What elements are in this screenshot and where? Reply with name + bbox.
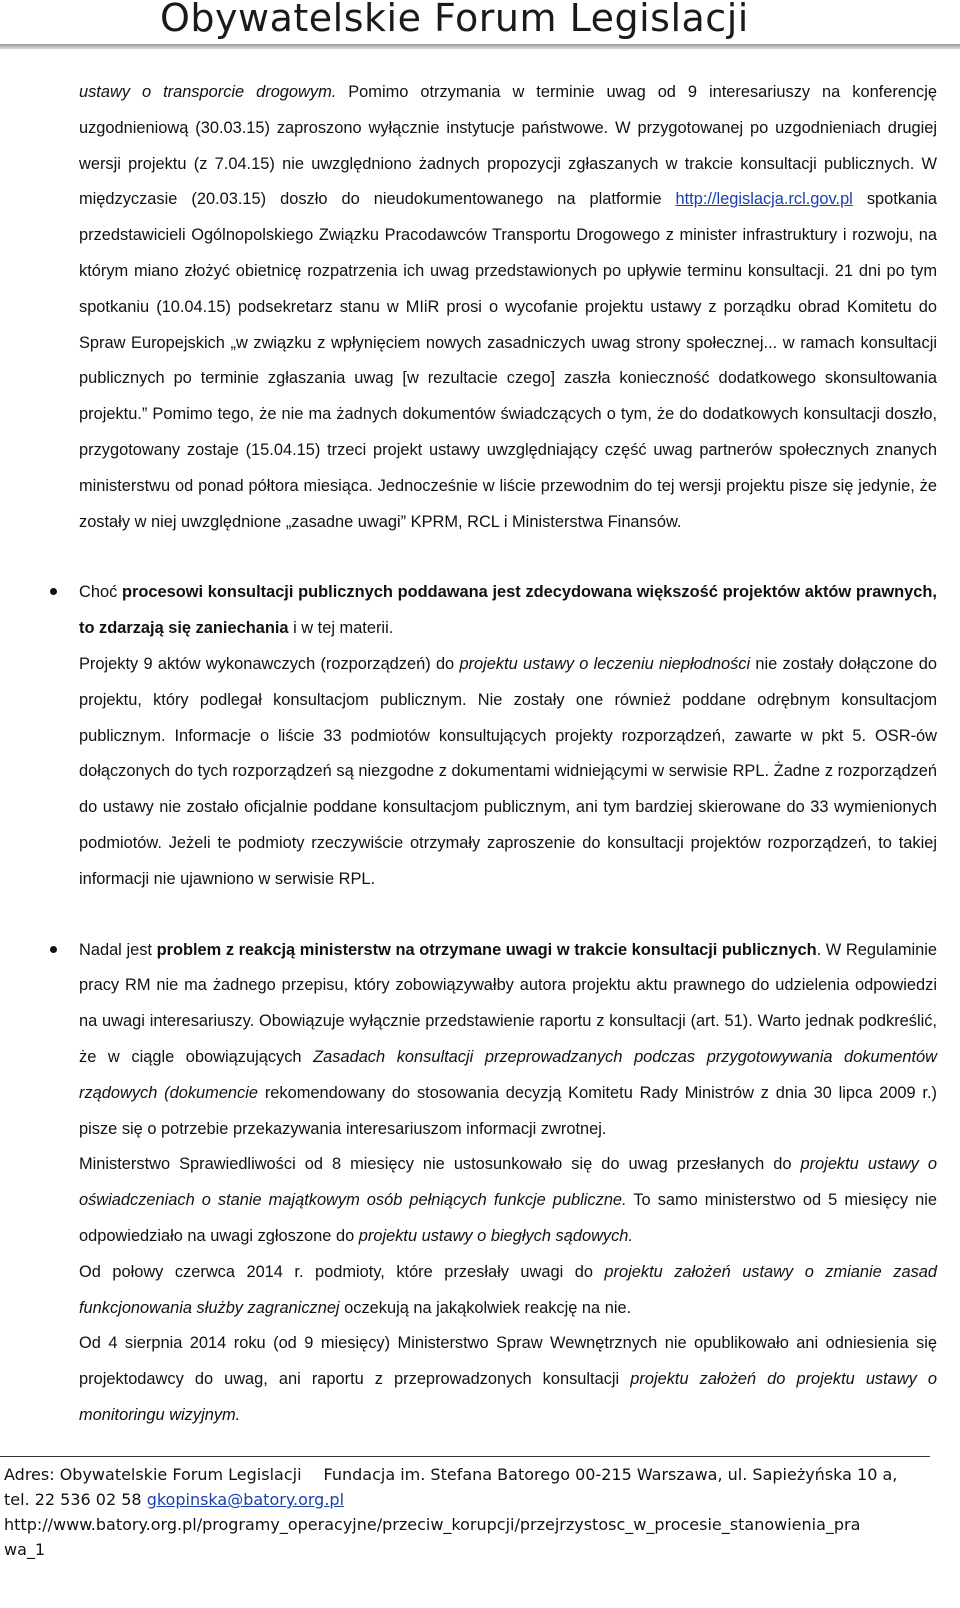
text-fragment: . W Regulaminie pracy RM nie ma żadnego przepisu, który zobowiązywałby autora projektu aktu prawnego do udzielenia odpowiedzi na uwagi interesariuszy. Obowiązuje wyłącznie przedstawienie raportu z konsultacji (art. 51). Warto jednak podkreślić, że w ciągle obowiązujących bbox=[79, 940, 937, 1066]
text-fragment: oczekują na jakąkolwiek reakcję na nie. bbox=[339, 1298, 632, 1317]
italic-fragment: ustawy o transporcie drogowym. bbox=[79, 83, 337, 101]
italic-fragment: projektu ustawy o biegłych sądowych. bbox=[358, 1226, 633, 1245]
paragraph-foreign-service bbox=[79, 1255, 937, 1327]
italic-fragment: projektu założeń do projektu ustawy o monitoringu wizyjnym. bbox=[79, 1370, 938, 1424]
bullet-icon bbox=[50, 588, 57, 595]
paragraph-infertility bbox=[79, 647, 937, 898]
text-fragment: spotkania przedstawicieli Ogólnopolskiego Związku Pracodawców Transportu Drogowego z minister infrastruktury i rozwoju, na którym miano złożyć obietnicę rozpatrzenia ich uwag przedstawionych po upływie terminu konsultacji. 21 dni po tym spotkaniu (10.04.15) podsekretarz stanu w MIiR prosi o wycofanie projektu ustawy z porządku obrad Komitetu do Spraw Europejskich „w związku z wpłynięciem nowych zasadniczych uwag strony społecznej... w ramach konsultacji publicznych po terminie zgłaszania uwag [w rezultacie czego] zaszła konieczność dodatkowego skonsultowania projektu.” Pomimo tego, że nie ma żadnych dokumentów świadczących o tym, że do dodatkowych konsultacji doszło, przygotowany zostaje (15.04.15) trzeci projekt ustawy uwzględniający część uwag partnerów społecznych znanych ministerstwu od ponad półtora miesiąca. Jednocześnie w liście przewodnim do tej wersji projektu pisze się jedynie, że zostały w niej uwzględnione „zasadne uwagi” KPRM, RCL i Ministerstwa Finansów. bbox=[79, 190, 938, 531]
bullet-paragraph bbox=[79, 933, 937, 1148]
italic-fragment: projektu ustawy o oświadczeniach o stanie majątkowym osób pełniących funkcje publiczne. bbox=[79, 1155, 937, 1210]
footer-divider bbox=[0, 1456, 930, 1457]
bullet-item-omissions bbox=[79, 575, 937, 897]
bold-fragment: problem z reakcją ministerstw na otrzymane uwagi w trakcie konsultacji publicznych bbox=[156, 940, 817, 959]
text-fragment: Pomimo otrzymania w terminie uwag od 9 interesariuszy na konferencję uzgodnieniową (30.03.15) zaproszono wyłącznie instytucje państwowe. W przygotowanej po uzgodnieniach drugiej wersji projektu (z 7.04.15) nie uwzględniono żadnych propozycji zgłaszanych w trakcie konsultacji publicznych. W międzyczasie (20.03.15) doszło do nieudokumentowanego na platformie bbox=[79, 83, 937, 209]
text-fragment: Projekty 9 aktów wykonawczych (rozporządzeń) do bbox=[79, 654, 460, 673]
document-body bbox=[79, 75, 937, 1434]
text-fragment: nie zostały dołączone do projektu, który podlegał konsultacjom publicznym. Nie zostały one również poddane odrębnym konsultacjom publicznym. Informacje o liście 33 podmiotów konsultujących projekty rozporządzeń, zawarte w pkt 5. OSR-ów dołączonych do tych rozporządzeń są niezgodne z dokumentami widniejącymi w serwisie RPL. Żadne z rozporządzeń do ustawy nie zostało oficjalnie poddane konsultacjom publicznym, ani tym bardziej skierowane do 33 wymienionych podmiotów. Jeżeli te podmioty rzeczywiście otrzymały zaproszenie do konsultacji projektów rozporządzeń, to takiej informacji nie ujawniono w serwisie RPL. bbox=[79, 654, 938, 888]
text-fragment: Nadal jest bbox=[79, 940, 157, 959]
email-link[interactable]: gkopinska@batory.org.pl bbox=[146, 1490, 345, 1509]
italic-fragment: projektu założeń ustawy o zmianie zasad funkcjonowania służby zagranicznej bbox=[79, 1262, 937, 1317]
footer-url[interactable]: http://www.batory.org.pl/programy_operacyjne/przeciw_korupcji/przejrzystosc_w_procesie_stanowienia_pra bbox=[4, 1515, 861, 1534]
page-footer bbox=[0, 1462, 960, 1562]
address-label: Adres: Obywatelskie Forum Legislacji bbox=[4, 1465, 302, 1484]
text-fragment: i w tej materii. bbox=[288, 619, 394, 638]
paragraph-interior-ministry bbox=[79, 1326, 937, 1433]
italic-fragment: projektu ustawy o leczeniu niepłodności bbox=[459, 654, 751, 673]
bullet-paragraph bbox=[79, 575, 937, 647]
footer-address bbox=[0, 1462, 960, 1487]
address-detail: Fundacja im. Stefana Batorego 00-215 Warszawa, ul. Sapieżyńska 10 a, bbox=[323, 1465, 898, 1484]
header-title: Obywatelskie Forum Legislacji bbox=[160, 0, 749, 40]
phone-number: tel. 22 536 02 58 bbox=[4, 1490, 147, 1509]
bullet-item-ministry-response bbox=[79, 933, 937, 1434]
footer-contact bbox=[0, 1487, 960, 1512]
page-header bbox=[0, 0, 960, 48]
paragraph-justice-ministry bbox=[79, 1147, 937, 1254]
header-divider bbox=[0, 44, 960, 49]
text-fragment: Od 4 sierpnia 2014 roku (od 9 miesięcy) Ministerstwo Spraw Wewnętrznych nie opublikowało ani odniesienia się projektodawcy do uwag, ani raportu z przeprowadzonych konsultacji bbox=[79, 1334, 937, 1389]
text-fragment: rekomendowany do stosowania decyzją Komitetu Rady Ministrów z dnia 30 lipca 2009 r.) pisze się o potrzebie przekazywania interesariuszom informacji zwrotnej. bbox=[79, 1083, 937, 1138]
italic-fragment: Zasadach konsultacji przeprowadzanych podczas przygotowywania dokumentów rządowych (dokumencie bbox=[79, 1047, 937, 1102]
text-fragment: Ministerstwo Sprawiedliwości od 8 miesięcy nie ustosunkowało się do uwag przesłanych do bbox=[79, 1155, 801, 1174]
bullet-icon bbox=[50, 946, 57, 953]
paragraph-transport bbox=[79, 75, 937, 540]
bold-fragment: procesowi konsultacji publicznych poddawana jest zdecydowana większość projektów aktów prawnych, to zdarzają się zaniechania bbox=[79, 583, 937, 638]
text-fragment: Choć bbox=[79, 583, 122, 602]
legislacja-link[interactable]: http://legislacja.rcl.gov.pl bbox=[675, 190, 853, 209]
text-fragment: Od połowy czerwca 2014 r. podmioty, które przesłały uwagi do bbox=[79, 1262, 605, 1281]
footer-url-continued[interactable]: wa_1 bbox=[4, 1540, 46, 1559]
text-fragment: To samo ministerstwo od 5 miesięcy nie odpowiedziało na uwagi zgłoszone do bbox=[79, 1191, 937, 1245]
